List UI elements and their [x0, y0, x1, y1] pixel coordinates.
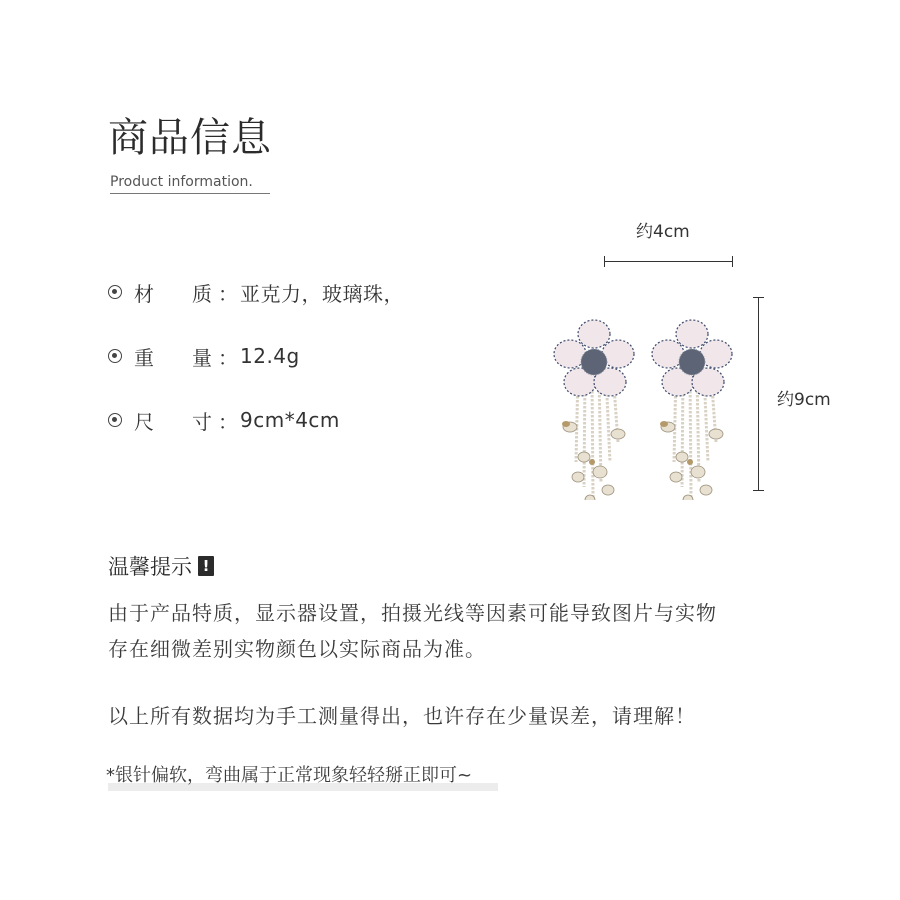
spec-key-char-1: 重: [134, 345, 154, 370]
tips-line-3: 以上所有数据均为手工测量得出，也许存在少量误差，请理解！: [108, 704, 696, 728]
spec-value-weight: 12.4g: [240, 344, 300, 368]
page-title: 商品信息: [108, 115, 272, 161]
height-dimension-cap-top: [753, 297, 764, 298]
tips-note: *银针偏软，弯曲属于正常现象轻轻掰正即可~: [106, 765, 473, 786]
height-dimension-line: [758, 297, 759, 491]
spec-row-weight: [108, 341, 300, 371]
earrings-image: [540, 300, 740, 500]
spec-key-char-2: 质: [192, 281, 212, 306]
tips-line-2: 存在细微差别实物颜色以实际商品为准。: [108, 637, 486, 661]
height-dimension-cap-bottom: [753, 490, 764, 491]
spec-colon: ：: [218, 409, 238, 434]
spec-key-char-1: 材: [134, 281, 154, 306]
tips-line-1: 由于产品特质，显示器设置，拍摄光线等因素可能导致图片与实物: [108, 601, 717, 625]
spec-key-char-1: 尺: [134, 409, 154, 434]
width-dimension-line: [604, 261, 733, 262]
subtitle-underline: [110, 193, 270, 194]
spec-value-size: 9cm*4cm: [240, 408, 340, 432]
spec-colon: ：: [218, 345, 238, 370]
page-subtitle: Product information.: [110, 174, 253, 190]
width-dimension-cap-left: [604, 256, 605, 267]
tips-title: [108, 551, 214, 581]
spec-value-material: 亚克力，玻璃珠，: [240, 281, 404, 306]
bullet-icon: [108, 413, 122, 427]
height-dimension-label: 约9cm: [777, 390, 831, 410]
spec-row-size: [108, 405, 340, 435]
spec-colon: ：: [218, 281, 238, 306]
spec-key-char-2: 寸: [192, 409, 212, 434]
tips-title-text: 温馨提示: [108, 555, 192, 579]
width-dimension-cap-right: [732, 256, 733, 267]
bullet-icon: [108, 285, 122, 299]
spec-row-material: [108, 277, 404, 307]
exclamation-icon: !: [198, 556, 214, 576]
bullet-icon: [108, 349, 122, 363]
spec-key-char-2: 量: [192, 345, 212, 370]
width-dimension-label: 约4cm: [636, 222, 690, 242]
